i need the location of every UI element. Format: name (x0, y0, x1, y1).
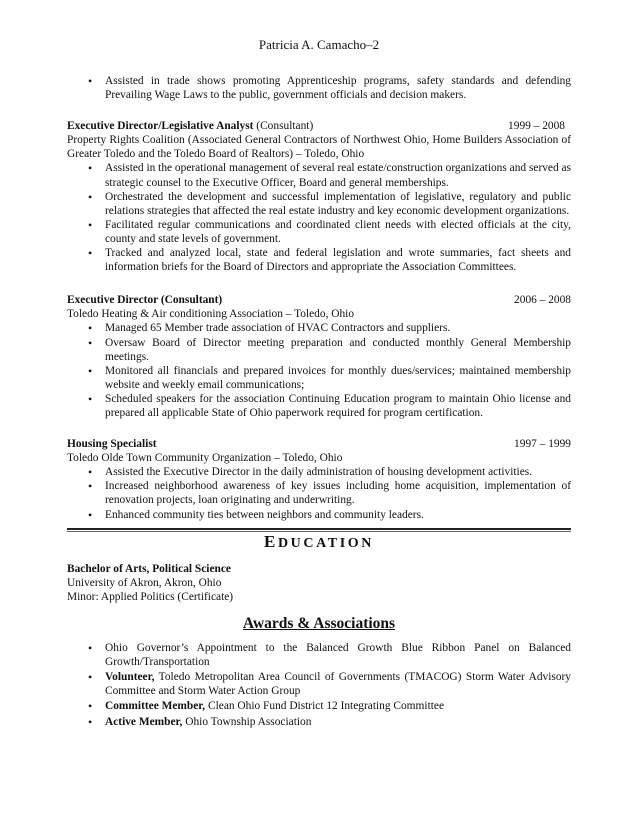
job-title-line (67, 293, 222, 307)
bullet-item: • Scheduled speakers for the association Continuing Education program to maintain Ohio license and prepared all applicable State of Ohio paperwork required for program certification. (67, 392, 571, 420)
bullet-item: • Monitored all financials and prepared invoices for monthly dues/services; maintained membership website and weekly email communications; (67, 364, 571, 392)
awards-list (67, 641, 571, 729)
section-divider (67, 528, 571, 532)
job-header (67, 119, 571, 133)
award-item: • Ohio Governor’s Appointment to the Balanced Growth Blue Ribbon Panel on Balanced Growth/Transportation (67, 641, 571, 669)
award-item: • Committee Member, Clean Ohio Fund District 12 Integrating Committee (67, 699, 571, 713)
bullet-item: • Increased neighborhood awareness of key issues including home acquisition, implementation of renovation projects, loan originating and underwriting. (67, 479, 571, 507)
job-qualifier: (Consultant) (253, 120, 314, 133)
job-dates: 2006 – 2008 (514, 294, 571, 307)
bullet-item: • Managed 65 Member trade association of HVAC Contractors and suppliers. (67, 321, 571, 335)
bullet-item: • Assisted the Executive Director in the daily administration of housing development activities. (67, 465, 571, 479)
job-entry (67, 437, 571, 522)
job-bullet-list (67, 321, 571, 420)
job-bullet-list (67, 161, 571, 274)
job-header (67, 437, 571, 451)
resume-content (67, 74, 571, 730)
degree: Bachelor of Arts, Political Science (67, 562, 231, 575)
job-dates: 1997 – 1999 (514, 438, 571, 451)
bullet-item: • Assisted in trade shows promoting Apprenticeship programs, safety standards and defending Prevailing Wage Laws to the public, government officials and decision makers. (67, 74, 571, 102)
job-dates: 1999 – 2008 (508, 120, 565, 133)
bullet-item: • Enhanced community ties between neighbors and community leaders. (67, 508, 571, 522)
bullet-item: • Orchestrated the development and successful implementation of legislative, regulatory and public relations strategies that affected the real estate industry and key economic development organizations. (67, 190, 571, 218)
job-entry (67, 293, 571, 420)
education-heading: EDUCATION (264, 531, 374, 551)
job-title-line (67, 437, 157, 451)
award-item: • Volunteer, Toledo Metropolitan Area Council of Governments (TMACOG) Storm Water Advisory Committee and Storm Water Action Group (67, 670, 571, 698)
job-title: Housing Specialist (67, 438, 157, 451)
bullet-item: • Assisted in the operational management of several real estate/construction organizations and served as strategic counsel to the Executive Officer, Board and general memberships. (67, 161, 571, 189)
bullet-item: • Oversaw Board of Director meeting preparation and conducted monthly General Membership meetings. (67, 336, 571, 364)
school: University of Akron, Akron, Ohio (67, 576, 222, 589)
job-bullet-list (67, 465, 571, 521)
award-item: • Active Member, Ohio Township Association (67, 715, 571, 729)
bullet-item: • Tracked and analyzed local, state and federal legislation and wrote summaries, fact sheets and information briefs for the Board of Directors and appropriate the Association Committees. (67, 246, 571, 274)
job-title-line (67, 119, 313, 133)
job-organization: Toledo Heating & Air conditioning Association – Toledo, Ohio (67, 308, 355, 321)
education-entry (67, 562, 571, 604)
job-title: Executive Director (Consultant) (67, 294, 223, 307)
job-entry (67, 119, 571, 274)
job-organization: Toledo Olde Town Community Organization – Toledo, Ohio (67, 452, 343, 465)
minor: Minor: Applied Politics (Certificate) (67, 590, 234, 603)
bullet-item: • Facilitated regular communications and coordinated client needs with elected officials at the city, county and state levels of government. (67, 218, 571, 246)
job-organization: Property Rights Coalition (Associated General Contractors of Northwest Ohio, Home Builders Association of Greater Toledo and the Toledo Board of Realtors) – Toledo, Ohio (67, 134, 571, 161)
awards-heading: Awards & Associations (242, 615, 396, 632)
page-header: Patricia A. Camacho–2 (258, 37, 380, 52)
continued-bullet-list (67, 74, 571, 102)
job-header (67, 293, 571, 307)
job-title: Executive Director/Legislative Analyst (67, 120, 254, 133)
